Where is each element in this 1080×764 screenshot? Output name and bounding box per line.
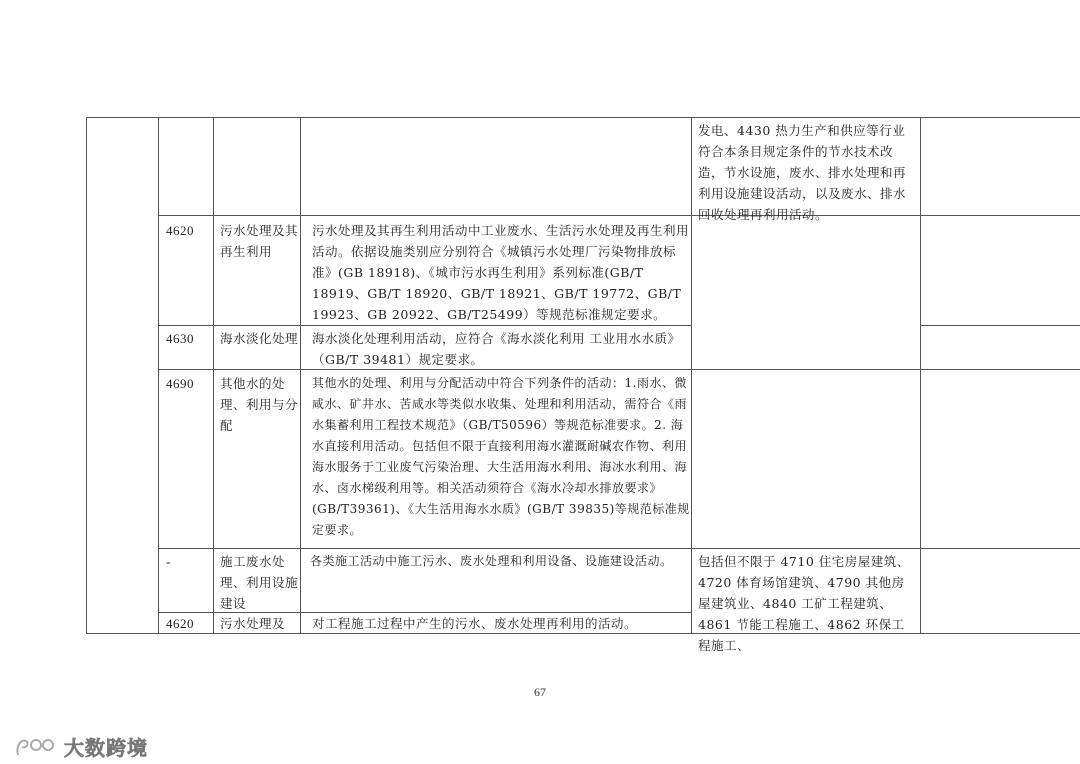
row3-code: 4690	[166, 376, 194, 391]
row5-desc: 对工程施工过程中产生的污水、废水处理再利用的活动。	[312, 616, 638, 631]
row2-desc: 海水淡化处理利用活动，应符合《海水淡化利用 工业用水水质》（GB/T 39481）规定要求。	[312, 331, 681, 367]
page-number: 67	[534, 685, 546, 699]
row2-code: 4630	[166, 331, 194, 346]
row3-name: 其他水的处理、利用与分配	[220, 376, 299, 433]
regulation-table	[86, 117, 1080, 653]
row4-code: -	[166, 554, 171, 569]
row0-note: 发电、4430 热力生产和供应等行业符合本条目规定条件的节水技术改造，节水设施，废水、排水处理和再利用设施建设活动，以及废水、排水回收处理再利用活动。	[698, 123, 907, 222]
row4-note: 包括但不限于 4710 住宅房屋建筑、4720 体育场馆建筑、4790 其他房屋建筑业、4840 工矿工程建筑、4861 节能工程施工、4862 环保工程施工、	[698, 554, 910, 653]
row1-name: 污水处理及其再生利用	[220, 223, 299, 259]
row1-desc: 污水处理及其再生利用活动中工业废水、生活污水处理及再生利用活动。依据设施类别应分别符合《城镇污水处理厂污染物排放标准》(GB 18918)、《城市污水再生利用》系列标准(GB/T 18919、GB/T 18920、GB/T 18921、GB/T 19772、GB/T 19923、GB 20922、GB/T25499）等规范标准规定要求。	[312, 223, 690, 322]
row5-name: 污水处理及	[220, 616, 286, 631]
watermark-text: 大数跨境	[64, 736, 148, 760]
watermark-logo-icon	[14, 735, 58, 759]
row1-code: 4620	[166, 223, 194, 238]
watermark	[14, 732, 148, 761]
row3-desc: 其他水的处理、利用与分配活动中符合下列条件的活动：1.雨水、微咸水、矿井水、苦咸水等类似水收集、处理和利用活动，需符合《雨水集蓄利用工程技术规范》（GB/T50596）等规范标准要求。2. 海水直接利用活动。包括但不限于直接利用海水灌溉耐碱农作物、利用海水服务于工业废气污染治理、大生活用海水利用、海冰水利用、海水、卤水梯级利用等。相关活动须符合《海水冷却水排放要求》(GB/T39361)、《大生活用海水水质》(GB/T 39835)等规范标准规定要求。	[312, 376, 690, 537]
row4-desc: 各类施工活动中施工污水、废水处理和利用设备、设施建设活动。	[310, 554, 673, 568]
row4-name: 施工废水处理、利用设施建设	[220, 554, 299, 611]
row2-name: 海水淡化处理	[220, 331, 299, 346]
row5-code: 4620	[166, 616, 194, 631]
